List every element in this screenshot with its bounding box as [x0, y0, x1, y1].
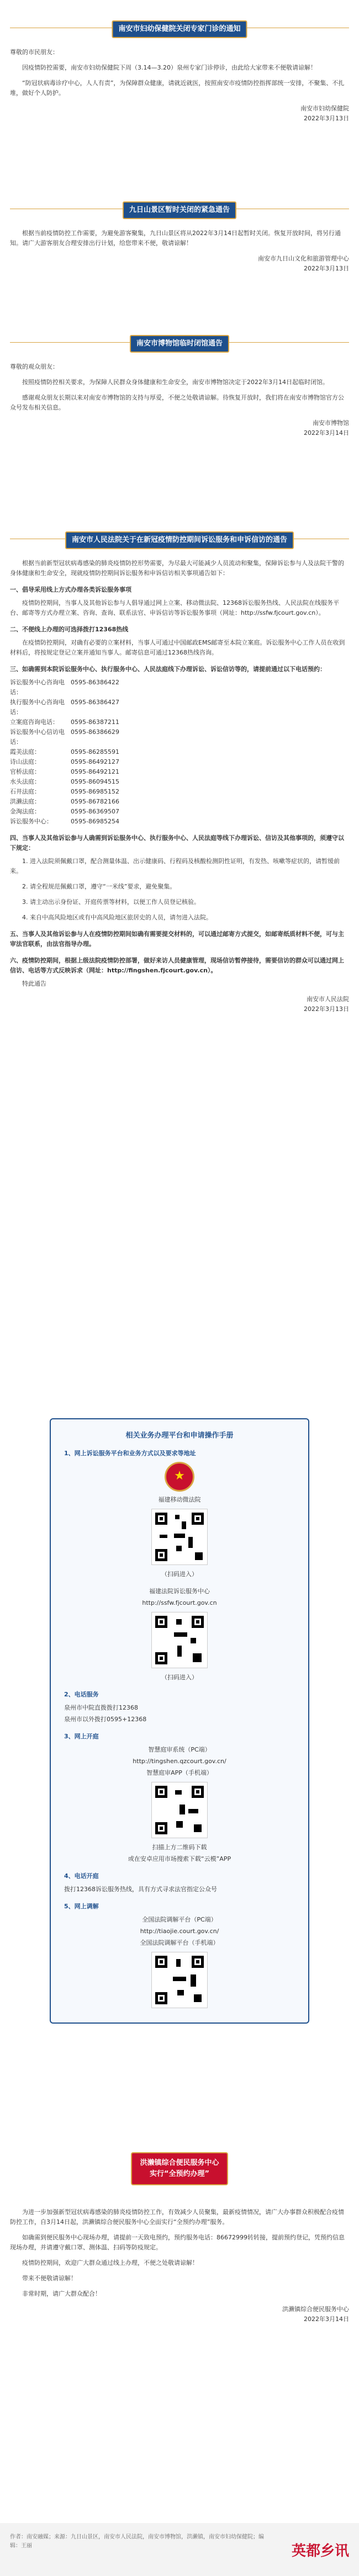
hotline-name: 诉讼服务中心： — [10, 818, 52, 825]
notice-4-section-paragraph: 3. 请主动出示身份证、开庭传票等材料，以便工作人员登记核验。 — [22, 898, 200, 906]
qr-code-icon[interactable] — [151, 1509, 208, 1565]
notice-3-title: 南安市博物馆临时闭馆通告 — [130, 335, 229, 353]
court-card-line: 泉州市中院直拨拨打12368 — [64, 1704, 138, 1711]
hotline-row — [10, 797, 349, 807]
hotline-name: 金淘法庭： — [10, 808, 40, 815]
notice-3-org: 南安市博物馆 — [313, 419, 349, 427]
notice-1-org: 南安市妇幼保健院 — [300, 105, 349, 112]
notice-3-body — [10, 362, 349, 438]
hongwai-paragraph: 为进一步加强新型冠状病毒感染的肺炎疫情防控工作，有效减少人员聚集，最新疫情情况，请广大办事群众积极配合疫情防控工作，自3月14日起，洪濑镇综合便民服务中心全面实行“全预约办理”服务。 — [10, 2208, 344, 2226]
notice-2-paragraph: 根据当前疫情防控工作需要，为避免游客聚集，九日山景区将从2022年3月14日起暂时关闭。恢复开放时间，将另行通知。请广大游客朋友合理安排出行计划，给您带来不便，敬请谅解！ — [10, 230, 341, 247]
notice-1-paragraph: “防冠状病毒诊疗中心，人人有责”，为保障群众健康，请就近就医，按照南安市疫情防控指挥部统一安排，不聚集、不扎堆，做好个人防护。 — [10, 79, 345, 97]
hotline-row — [10, 777, 349, 787]
notice-1-greeting: 尊敬的市民朋友： — [10, 49, 59, 56]
court-card-line: 扫描上方二维码下载 — [152, 1844, 207, 1851]
notice-1-title: 南安市妇幼保健院关闭专家门诊的通知 — [112, 20, 247, 38]
court-card-line: 智慧庭审系统（PC端） — [148, 1746, 211, 1753]
court-card-line: （扫码进入） — [161, 1674, 198, 1681]
hotline-tel[interactable]: 0595-86386422 — [71, 679, 119, 686]
hotline-tel[interactable]: 0595-86386629 — [71, 728, 119, 736]
notice-4-date: 2022年3月13日 — [304, 1005, 349, 1013]
hotline-row — [10, 698, 349, 717]
hotline-tel[interactable]: 0595-86492121 — [71, 768, 119, 775]
notice-2-org: 南安市九日山文化和旅游管理中心 — [258, 255, 349, 262]
hotline-name: 诉讼服务中心咨询电话： — [10, 679, 65, 696]
notice-4-section-head: 六、疫情防控期间，根据上级法院疫情防控部署，做好来访人员健康管理，现场信访暂停接待，需要信访的群众可以通过网上信访、电话等方式反映诉求（网址：http://fingshen.fjcourt.gov.cn）。 — [10, 957, 344, 974]
notice-2-body — [10, 228, 349, 274]
qr-code-icon[interactable] — [151, 1952, 208, 2008]
hotline-row — [10, 817, 349, 827]
notice-4-intro: 根据当前新型冠状病毒感染的肺炎疫情防控形势需要，为尽最大可能减少人员流动和聚集，保障诉讼参与人及法院干警的身体健康和生命安全，现就疫情防控期间诉讼服务和申诉信访相关事项通告如下： — [10, 560, 344, 577]
notice-4-section-paragraph: 疫情防控期间，当事人及其他诉讼参与人倡导通过网上立案、移动微法院、12368诉讼服务热线、人民法院在线服务平台、邮寄等方式办理立案、咨询、查询、联系法官、申诉信访等诉讼服务事项（网址：http://ssfw.fjcourt.gov.cn）。 — [10, 599, 339, 616]
notice-4-section-head: 五、当事人及其他诉讼参与人在疫情防控期间如确有需要提交材料的，可以通过邮寄方式提交，如邮寄纸质材料不便，可与主审法官联系，由法官指导办理。 — [10, 930, 344, 948]
footer — [0, 2523, 359, 2576]
notice-4-section-head: 二、不便线上办理的可选择拨打12368热线 — [10, 626, 129, 633]
hotline-tel[interactable]: 0595-86985152 — [71, 788, 119, 795]
hotline-tel[interactable]: 0595-86492127 — [71, 758, 119, 765]
notice-3-paragraph: 按照疫情防控相关要求，为保障人民群众身体健康和生命安全，南安市博物馆决定于2022年3月14日起临时闭馆。 — [22, 379, 329, 386]
hotline-name: 执行服务中心咨询电话： — [10, 699, 65, 716]
hotline-name: 官桥法庭： — [10, 768, 40, 775]
notice-3-title-bar — [0, 333, 359, 352]
hotline-tel[interactable]: 0595-86782166 — [71, 798, 119, 805]
court-card-url[interactable]: http://ssfw.fjcourt.gov.cn — [142, 1599, 217, 1606]
hotline-row — [10, 757, 349, 767]
hotline-tel[interactable]: 0595-86285591 — [71, 748, 119, 755]
hotline-tel[interactable]: 0595-86387211 — [71, 718, 119, 726]
court-card-item-title: 4、电话开庭 — [64, 1872, 99, 1880]
notice-4-section-head: 三、如确需到本院诉讼服务中心、执行服务中心、人民法庭线下办理诉讼、诉讼信访等的，请提前通过以下电话预约： — [10, 666, 326, 673]
court-card-line: 智慧庭审APP（手机端） — [146, 1769, 213, 1776]
notice-4-title-bar — [0, 530, 359, 549]
court-card-line: 或在安卓应用市场搜索下载“云模”APP — [128, 1855, 231, 1862]
notice-3-greeting: 尊敬的观众朋友： — [10, 363, 59, 370]
notice-1-body — [10, 47, 349, 124]
notice-4-section-head: 一、倡导采用线上方式办理各类诉讼服务事项 — [10, 586, 131, 593]
court-card-title: 相关业务办理平台和申请操作手册 — [125, 1431, 234, 1440]
notice-4-section-head: 四、当事人及其他诉讼参与人确需到诉讼服务中心、执行服务中心、人民法庭等线下办理诉讼、信访及其他事项的，须遵守以下规定： — [10, 834, 344, 851]
hotline-tel[interactable]: 0595-86369507 — [71, 808, 119, 815]
court-services-card — [50, 1418, 309, 2024]
court-emblem-icon: ★ — [165, 1462, 194, 1492]
notice-2-date: 2022年3月13日 — [304, 265, 349, 272]
hongwai-paragraph: 疫情防控期间，欢迎广大群众通过线上办理，不便之处敬请谅解！ — [22, 2259, 198, 2266]
brand-logo: 英都乡讯 — [291, 2543, 349, 2559]
hongwai-date: 2022年3月14日 — [304, 2316, 349, 2323]
notice-4-section-paragraph: 1. 进入法院须佩戴口罩，配合测量体温、出示健康码、行程码及核酸检测阴性证明，有发热、咳嗽等症状的，请暂缓前来。 — [10, 858, 340, 875]
notice-1-date: 2022年3月13日 — [304, 115, 349, 122]
hongwai-paragraph: 如确需到便民服务中心现场办理，请提前一天致电预约，预约服务电话：86672999转转接，提前预约登记，凭预约信息现场办理，并请遵守戴口罩、测体温、扫码等防疫规定。 — [10, 2234, 345, 2251]
qr-code-icon[interactable] — [151, 1612, 208, 1668]
notice-1-title-bar — [0, 19, 359, 38]
court-card-line: 泉州市以外拨打0595+12368 — [64, 1716, 147, 1723]
hongwai-paragraph: 带来不便敬请谅解！ — [22, 2275, 77, 2282]
hotline-row — [10, 717, 349, 727]
notice-4-section-paragraph: 2. 请全程规范佩戴口罩，遵守“一米线”要求，避免聚集。 — [22, 883, 176, 890]
hongwai-body — [10, 2207, 349, 2324]
hotline-name: 诉讼服务中心信访电话： — [10, 728, 65, 746]
court-card-item-title: 1、网上诉讼服务平台和业务方式以及要求等地址 — [64, 1450, 196, 1457]
court-card-line: 福建移动微法院 — [158, 1496, 201, 1503]
notice-2-title: 九日山景区暂时关闭的紧急通告 — [123, 201, 236, 219]
court-card-line: 全国法院调解平台（手机端） — [140, 1939, 219, 1946]
notice-4-section-paragraph: 在疫情防控期间，对确有必要的立案材料，当事人可通过中国邮政EMS邮寄至本院立案庭。诉讼服务中心工作人员在收到材料后，将按规定登记立案并通知当事人。邮寄信息可通过12368热线咨询。 — [10, 639, 345, 656]
hotline-row — [10, 787, 349, 797]
hongwai-paragraph: 非常时期，请广大群众配合！ — [22, 2290, 101, 2297]
notice-4-body — [10, 558, 349, 1014]
notice-4-section-paragraph: 4. 来自中高风险地区或有中高风险地区旅居史的人员，请勿进入法院。 — [22, 914, 212, 921]
hotline-name: 石井法庭： — [10, 788, 40, 795]
hongwai-title-block — [119, 2152, 240, 2185]
notice-4-title: 南安市人民法院关于在新冠疫情防控期间诉讼服务和申诉信访的通告 — [65, 531, 294, 549]
qr-code-icon[interactable] — [151, 1782, 208, 1838]
hongwai-title: 洪濑镇综合便民服务中心 实行“全预约办理” — [131, 2152, 228, 2185]
hotline-row — [10, 727, 349, 747]
hotline-name: 水头法庭： — [10, 778, 40, 785]
court-card-item-title: 5、网上调解 — [64, 1903, 99, 1910]
notice-1-paragraph: 因疫情防控需要，南安市妇幼保健院下周（3.14—3.20）泉州专家门诊停诊，由此给大家带来不便敬请谅解！ — [22, 64, 316, 71]
hotline-tel[interactable]: 0595-86094515 — [71, 778, 119, 785]
hotline-name: 立案庭咨询电话： — [10, 718, 59, 726]
court-card-line: 拨打12368诉讼服务热线，具有方式寻求法官指定公众号 — [64, 1886, 217, 1893]
court-card-url[interactable]: http://tingshen.qzcourt.gov.cn/ — [133, 1758, 226, 1765]
footer-editors: 作者：南安融媒；来源：九日山景区，南安市人民法院，南安市博物馆，洪濑镇，南安市妇幼保健院；编辑：王丽 — [10, 2534, 264, 2549]
notice-2-title-bar — [0, 200, 359, 219]
hotline-list — [10, 678, 349, 827]
hotline-row — [10, 807, 349, 817]
hotline-row — [10, 747, 349, 757]
hotline-name: 诗山法庭： — [10, 758, 40, 765]
court-card-line: （扫码进入） — [161, 1571, 198, 1578]
hotline-row — [10, 767, 349, 777]
notice-3-paragraph: 感谢观众朋友长期以来对南安市博物馆的支持与厚爱，不便之处敬请谅解。待恢复开放时，我们将在南安市博物馆官方公众号发布相关信息。 — [10, 394, 344, 411]
court-card-url[interactable]: http://tiaojie.court.gov.cn/ — [140, 1928, 219, 1935]
notice-3-date: 2022年3月14日 — [304, 429, 349, 437]
notice-4-org: 南安市人民法院 — [307, 996, 349, 1003]
hongwai-org: 洪濑镇综合便民服务中心 — [282, 2306, 349, 2313]
court-card-item-title: 3、网上开庭 — [64, 1733, 99, 1740]
hotline-tel[interactable]: 0595-86386427 — [71, 699, 119, 706]
hotline-name: 霞美法庭： — [10, 748, 40, 755]
hotline-tel[interactable]: 0595-86985254 — [71, 818, 119, 825]
court-card-line: 全国法院调解平台（PC端） — [142, 1916, 217, 1923]
notice-4-closing: 特此通告 — [22, 980, 46, 987]
court-card-item-title: 2、电话服务 — [64, 1691, 99, 1698]
court-card-line: 福建法院诉讼服务中心 — [149, 1588, 210, 1595]
hotline-row — [10, 678, 349, 698]
hotline-name: 洪濑法庭： — [10, 798, 40, 805]
